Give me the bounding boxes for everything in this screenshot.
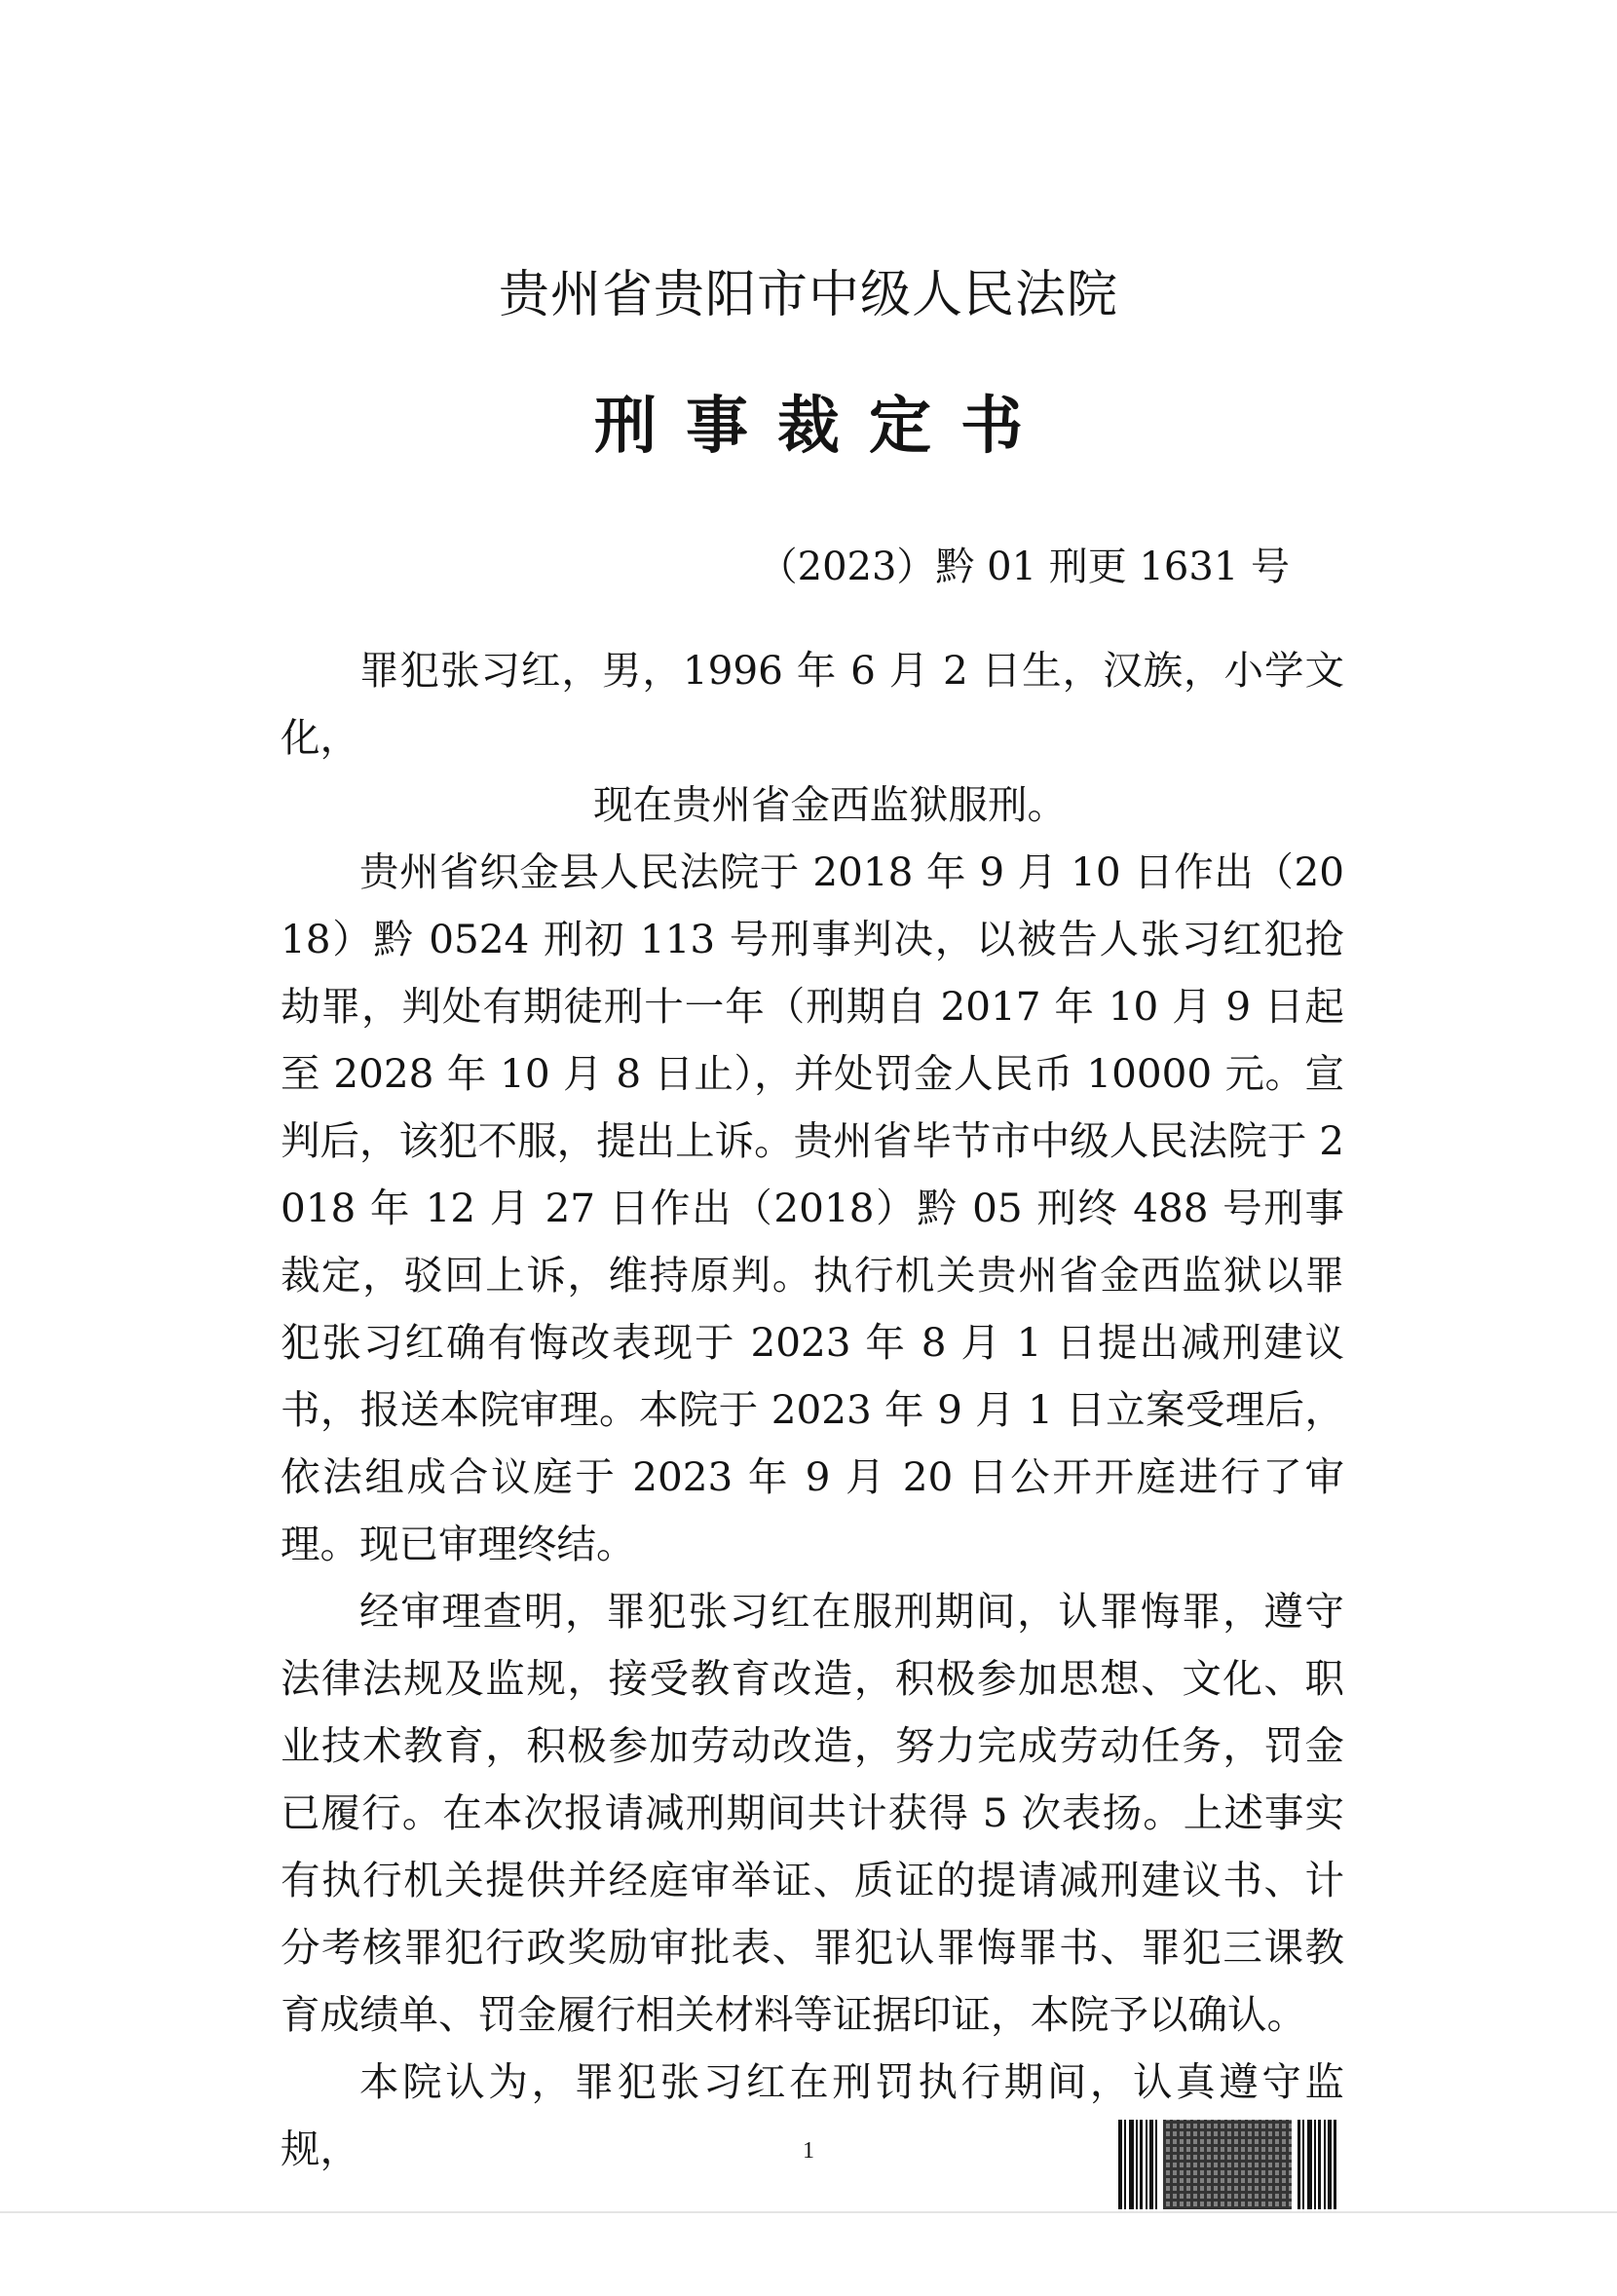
paragraph-defendant-info: 罪犯张习红，男，1996 年 6 月 2 日生，汉族，小学文化，	[281, 647, 1344, 761]
paragraph-court-opinion: 本院认为，罪犯张习红在刑罚执行期间，认真遵守监规，	[281, 2058, 1344, 2172]
case-number: （2023）黔 01 刑更 1631 号	[758, 545, 1290, 589]
scan-artifact-line	[0, 2211, 1617, 2213]
barcode-right-bars	[1296, 2120, 1336, 2209]
paragraph-defendant-location: 现在贵州省金西监狱服刑。	[593, 781, 1067, 828]
court-name: 贵州省贵阳市中级人民法院	[498, 266, 1118, 324]
paragraph-case-history: 贵州省织金县人民法院于 2018 年 9 月 10 日作出（2018）黔 0524 刑初 113 号刑事判决，以被告人张习红犯抢劫罪，判处有期徒刑十一年（刑期自 2017 年 10 月 9 日起至 2028 年 10 月 8 日止），并处罚金人民币 10000 元。宣判后，该犯不服，提出上诉。贵州省毕节市中级人民法院于 2018 年 12 月 27 日作出（2018）黔 05 刑终 488 号刑事裁定，驳回上诉，维持原判。执行机关贵州省金西监狱以罪犯张习红确有悔改表现于 2023 年 8 月 1 日提出减刑建议书，报送本院审理。本院于 2023 年 9 月 1 日立案受理后，依法组成合议庭于 2023 年 9 月 20 日公开开庭进行了审理。现已审理终结。	[281, 848, 1344, 1567]
paragraph-findings: 经审理查明，罪犯张习红在服刑期间，认罪悔罪，遵守法律法规及监规，接受教育改造，积极参加思想、文化、职业技术教育，积极参加劳动改造，努力完成劳动任务，罚金已履行。在本次报请减刑期间共计获得 5 次表扬。上述事实有执行机关提供并经庭审举证、质证的提请减刑建议书、计分考核罪犯行政奖励审批表、罪犯认罪悔罪书、罪犯三课教育成绩单、罚金履行相关材料等证据印证，本院予以确认。	[281, 1588, 1344, 2038]
barcode-qr-icon	[1118, 2120, 1356, 2209]
qr-code-icon	[1163, 2120, 1292, 2209]
document-title: 刑事裁定书	[594, 391, 1052, 463]
barcode-left-bars	[1118, 2120, 1159, 2209]
page-number: 1	[803, 2138, 814, 2164]
document-body	[281, 637, 1344, 2183]
